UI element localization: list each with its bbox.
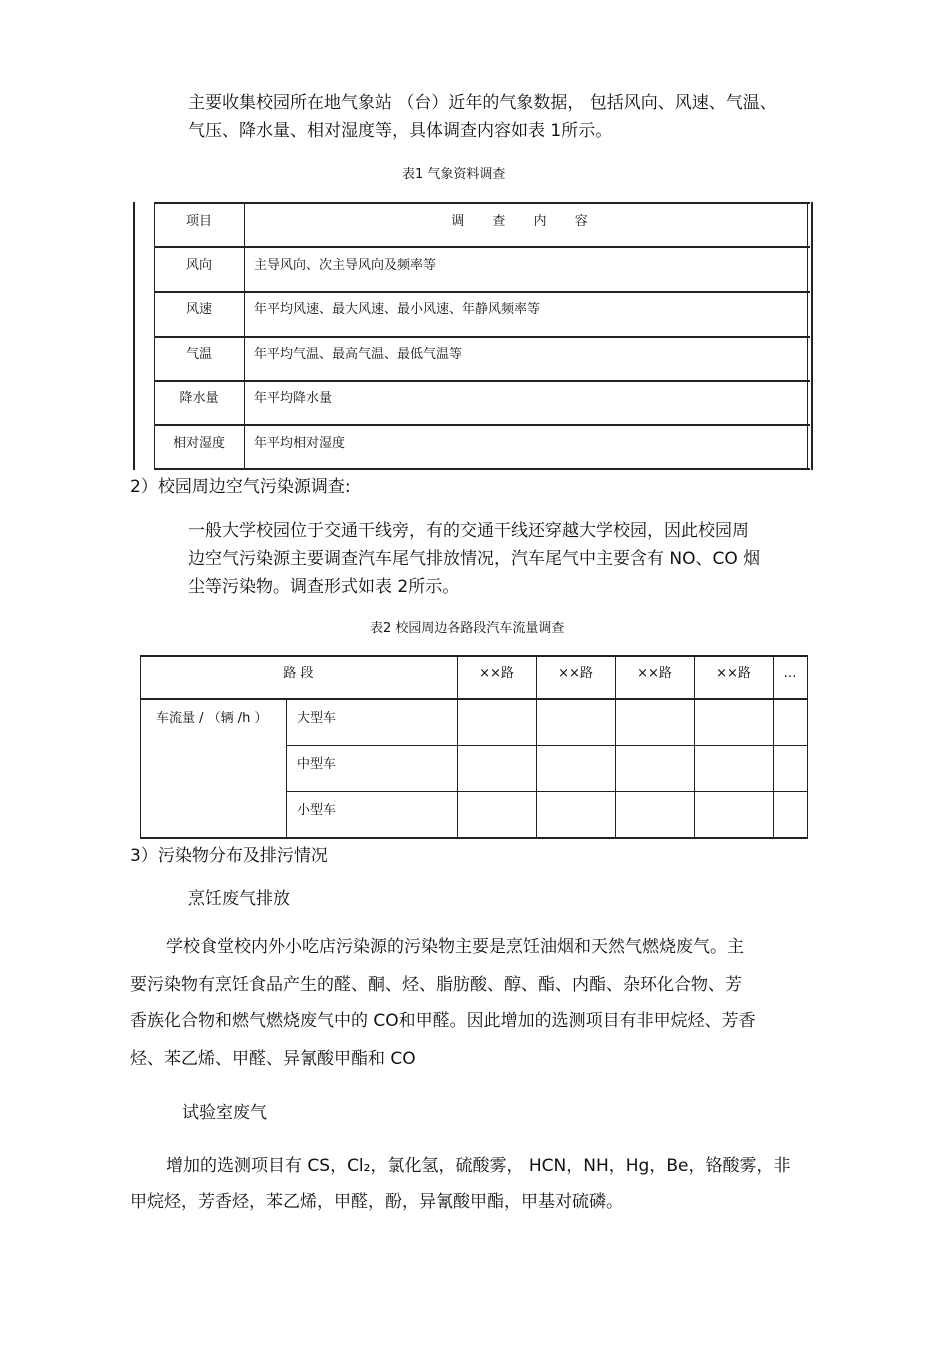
table1-row-content: 年平均降水量 — [254, 391, 333, 406]
table2-vehicle-type: 小型车 — [297, 803, 337, 818]
table1-row-content: 年平均风速、最大风速、最小风速、年静风频率等 — [254, 302, 541, 317]
table1-header-content: 调 查 内 容 — [451, 214, 600, 229]
intro-line-1: 主要收集校园所在地气象站 （台）近年的气象数据， 包括风向、风速、气温、 — [188, 93, 777, 113]
table2-header-road-name: ××路 — [558, 666, 593, 681]
section3-subheading-lab: 试验室废气 — [182, 1103, 267, 1123]
table1-row-item: 风向 — [185, 258, 212, 273]
table1-row-content: 主导风向、次主导风向及频率等 — [254, 258, 437, 273]
table2-header-road-name: ××路 — [637, 666, 672, 681]
table2-header-road-name: ××路 — [716, 666, 751, 681]
table1-row-item: 风速 — [185, 302, 212, 317]
section2-heading: 2）校园周边空气污染源调查: — [130, 477, 351, 497]
section3-para2-line-1: 增加的选测项目有 CS，Cl₂，氯化氢，硫酸雾， HCN，NH，Hg，Be，铬酸雾，非 — [166, 1156, 791, 1176]
intro-line-2: 气压、降水量、相对湿度等，具体调查内容如表 1所示。 — [188, 121, 613, 141]
table1-row-content: 年平均相对湿度 — [254, 436, 346, 451]
section3-para1-line-3: 香族化合物和燃气燃烧废气中的 CO和甲醛。因此增加的选测项目有非甲烷烃、芳香 — [130, 1011, 756, 1031]
table1-header-item: 项目 — [185, 214, 212, 229]
table1-row-content: 年平均气温、最高气温、最低气温等 — [254, 347, 463, 362]
section3-heading: 3）污染物分布及排污情况 — [130, 846, 328, 866]
section3-para1-line-1: 学校食堂校内外小吃店污染源的污染物主要是烹饪油烟和天然气燃烧废气。主 — [166, 937, 744, 957]
section2-line-1: 一般大学校园位于交通干线旁，有的交通干线还穿越大学校园，因此校园周 — [188, 521, 749, 541]
table1-caption: 表1 气象资料调查 — [402, 167, 506, 182]
table1-row-item: 气温 — [185, 347, 212, 362]
table1-row-item: 相对湿度 — [172, 436, 225, 451]
table2-header-more: … — [783, 666, 797, 681]
section3-para1-line-4: 烃、苯乙烯、甲醛、异氰酸甲酯和 CO — [130, 1049, 416, 1069]
table2-row-label: 车流量 / （辆 /h ） — [156, 711, 268, 726]
table2-caption: 表2 校园周边各路段汽车流量调查 — [370, 621, 565, 636]
table2-vehicle-type: 中型车 — [297, 757, 337, 772]
table2-header-road: 路 段 — [283, 666, 314, 681]
section2-line-2: 边空气污染源主要调查汽车尾气排放情况，汽车尾气中主要含有 NO、CO 烟 — [188, 549, 761, 569]
table1-row-item: 降水量 — [179, 391, 219, 406]
table2-vehicle-type: 大型车 — [297, 711, 337, 726]
section3-para2-line-2: 甲烷烃，芳香烃，苯乙烯，甲醛，酚，异氰酸甲酯，甲基对硫磷。 — [130, 1192, 623, 1212]
section3-subheading-cooking: 烹饪废气排放 — [188, 889, 290, 909]
section3-para1-line-2: 要污染物有烹饪食品产生的醛、酮、烃、脂肪酸、醇、酯、内酯、杂环化合物、芳 — [130, 975, 742, 995]
table2-header-road-name: ××路 — [479, 666, 514, 681]
section2-line-3: 尘等污染物。调查形式如表 2所示。 — [188, 577, 460, 597]
